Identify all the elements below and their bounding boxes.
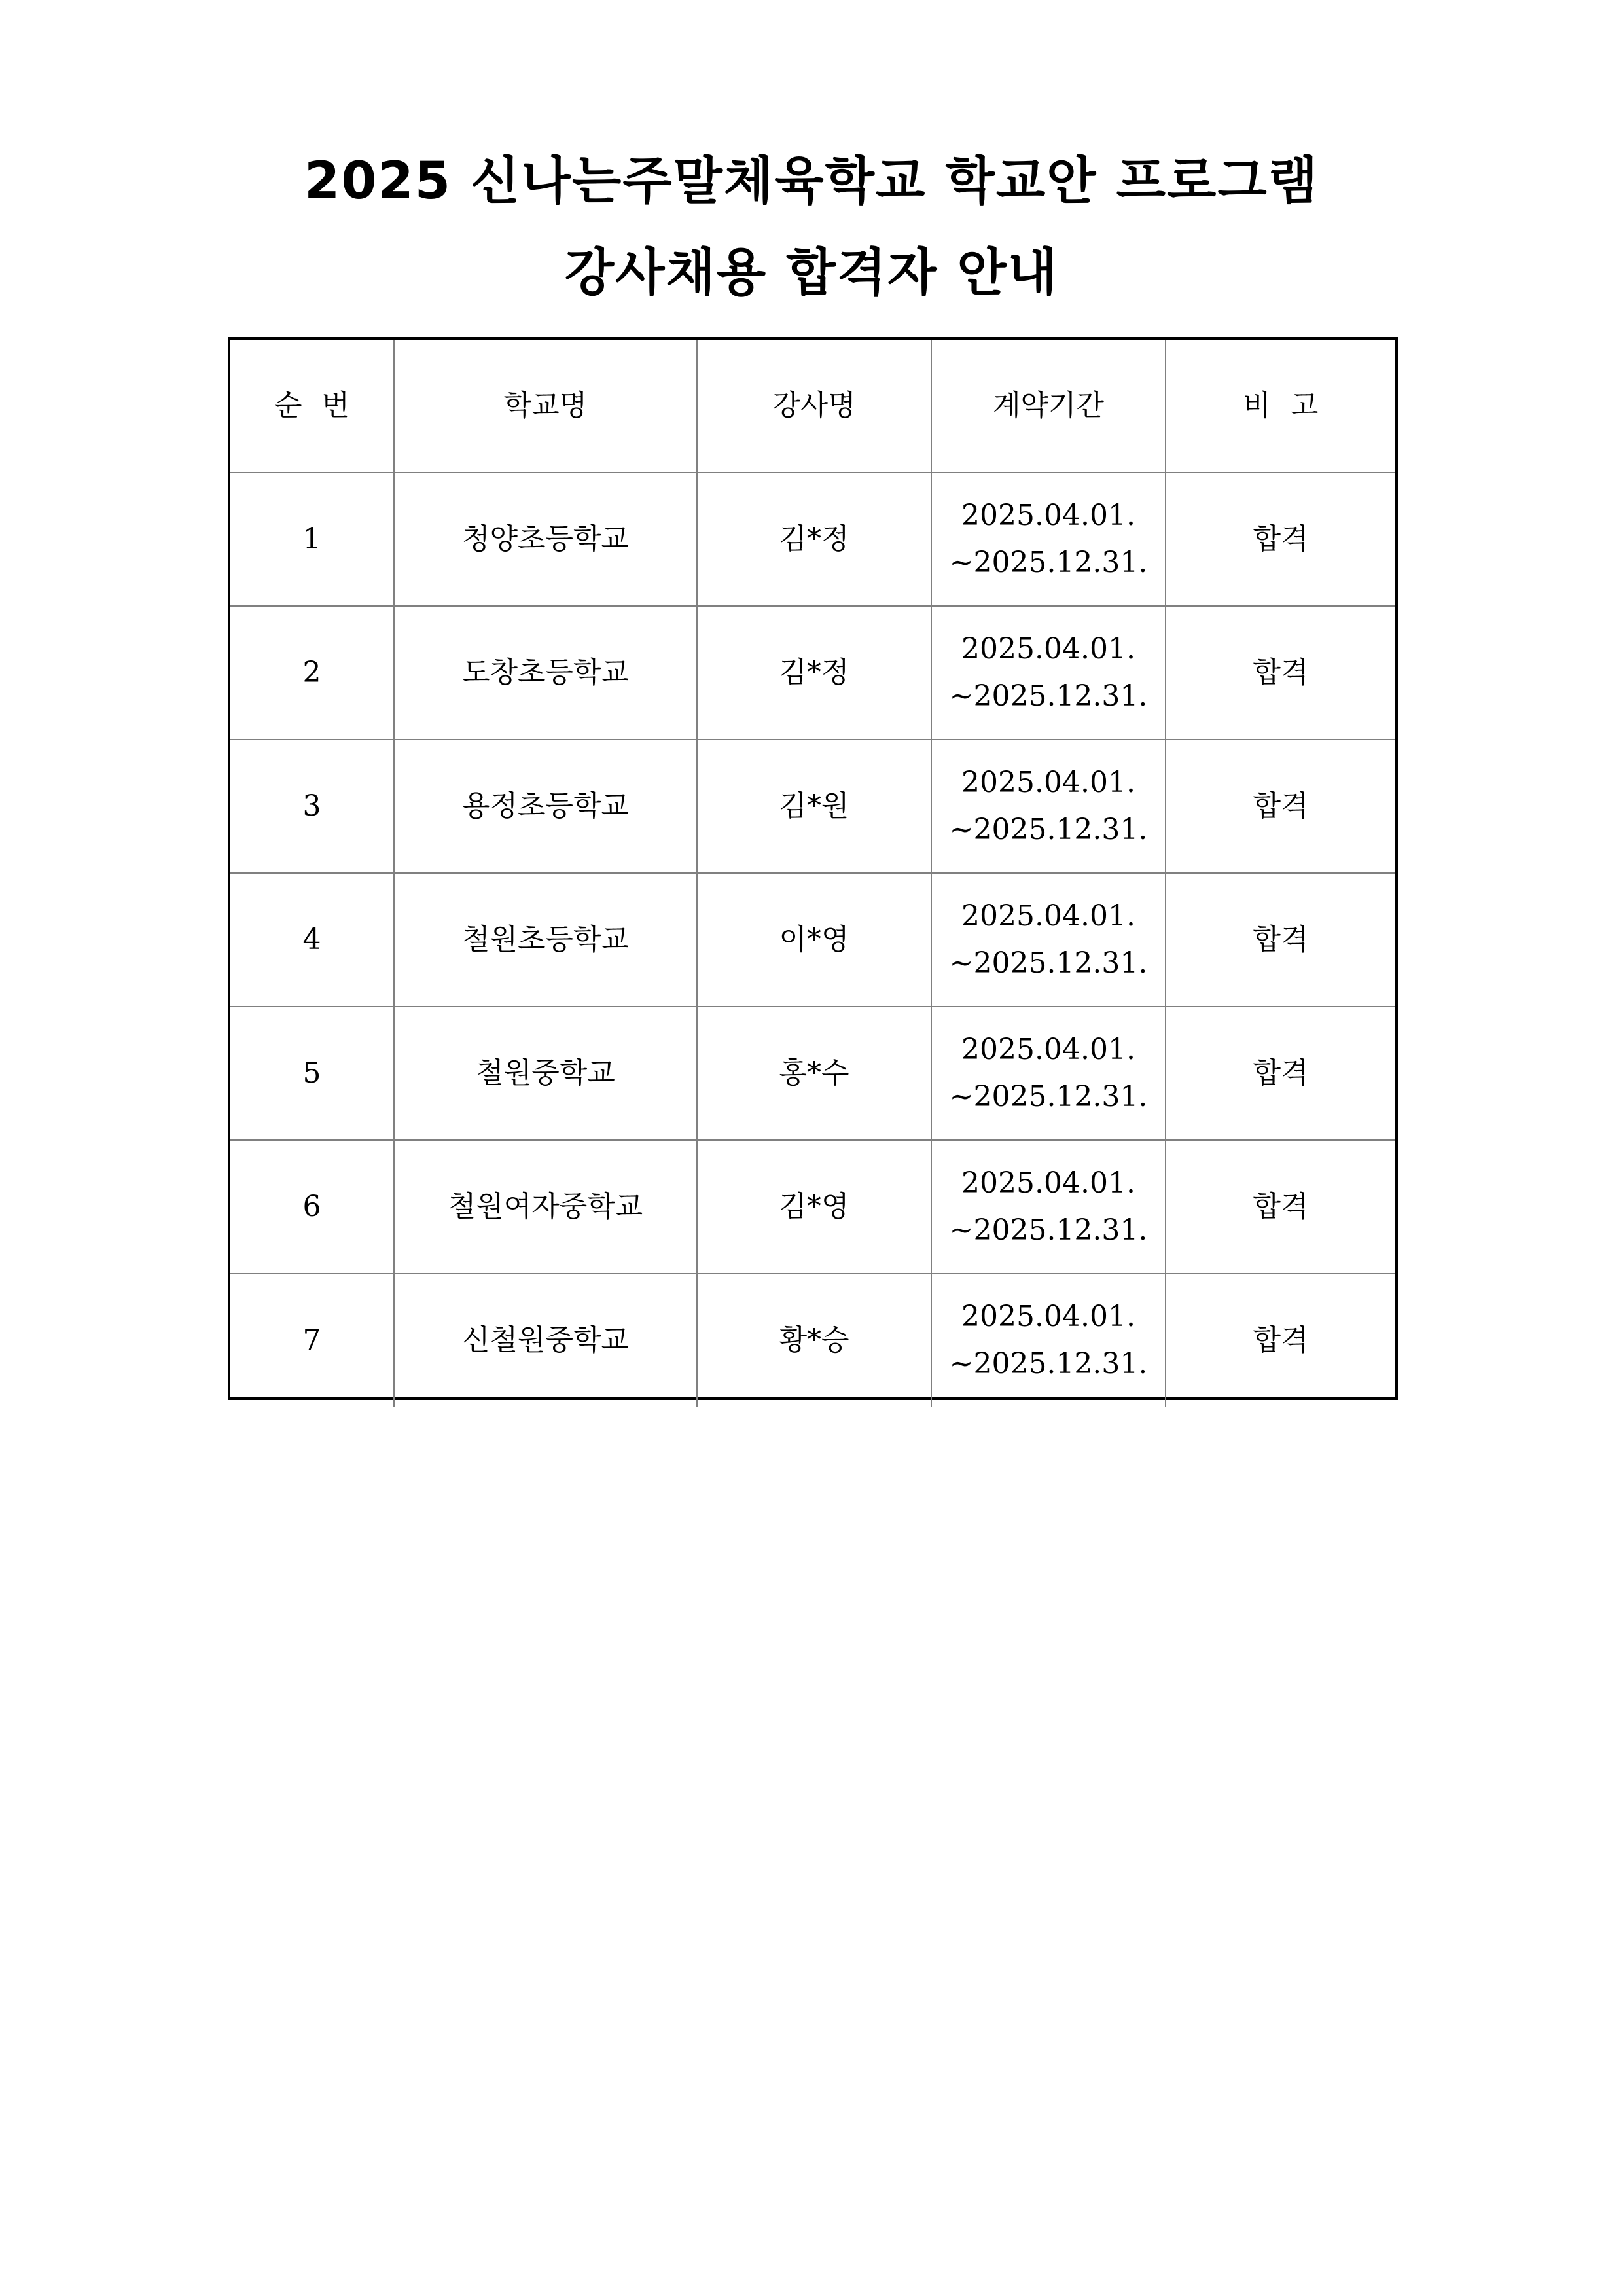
table-row bbox=[230, 1140, 1395, 1274]
cell-no: 1 bbox=[230, 473, 394, 606]
header-school: 학교명 bbox=[394, 340, 697, 473]
cell-note: 합격 bbox=[1166, 1007, 1395, 1140]
cell-period bbox=[931, 1007, 1166, 1140]
cell-note: 합격 bbox=[1166, 473, 1395, 606]
cell-period bbox=[931, 606, 1166, 740]
results-table bbox=[230, 340, 1395, 1407]
period-end: ~2025.12.31. bbox=[949, 813, 1148, 846]
cell-note: 합격 bbox=[1166, 740, 1395, 873]
table-row bbox=[230, 1274, 1395, 1407]
cell-instructor: 김*정 bbox=[697, 606, 931, 740]
cell-school: 신철원중학교 bbox=[394, 1274, 697, 1407]
cell-school: 청양초등학교 bbox=[394, 473, 697, 606]
cell-instructor: 김*원 bbox=[697, 740, 931, 873]
header-note: 비고 bbox=[1166, 340, 1395, 473]
cell-instructor: 홍*수 bbox=[697, 1007, 931, 1140]
cell-period bbox=[931, 473, 1166, 606]
period-start: 2025.04.01. bbox=[961, 1300, 1135, 1333]
period-start: 2025.04.01. bbox=[961, 1166, 1135, 1200]
period-start: 2025.04.01. bbox=[961, 899, 1135, 933]
cell-school: 철원중학교 bbox=[394, 1007, 697, 1140]
period-end: ~2025.12.31. bbox=[949, 679, 1148, 713]
cell-instructor: 이*영 bbox=[697, 873, 931, 1007]
cell-period bbox=[931, 1274, 1166, 1407]
cell-school: 철원초등학교 bbox=[394, 873, 697, 1007]
cell-no: 4 bbox=[230, 873, 394, 1007]
table-header-row bbox=[230, 340, 1395, 473]
cell-period bbox=[931, 1140, 1166, 1274]
period-end: ~2025.12.31. bbox=[949, 946, 1148, 980]
header-period: 계약기간 bbox=[931, 340, 1166, 473]
cell-school: 도창초등학교 bbox=[394, 606, 697, 740]
cell-no: 5 bbox=[230, 1007, 394, 1140]
period-end: ~2025.12.31. bbox=[949, 1080, 1148, 1113]
results-table-container bbox=[228, 337, 1398, 1400]
cell-instructor: 황*승 bbox=[697, 1274, 931, 1407]
cell-period bbox=[931, 740, 1166, 873]
cell-no: 6 bbox=[230, 1140, 394, 1274]
period-start: 2025.04.01. bbox=[961, 1033, 1135, 1066]
period-end: ~2025.12.31. bbox=[949, 546, 1148, 579]
document-title-line2: 강사채용 합격자 안내 bbox=[564, 243, 1059, 302]
document-title-line1: 2025 신나는주말체육학교 학교안 프로그램 bbox=[304, 152, 1319, 211]
period-end: ~2025.12.31. bbox=[949, 1347, 1148, 1380]
table-row bbox=[230, 873, 1395, 1007]
cell-note: 합격 bbox=[1166, 1140, 1395, 1274]
table-row bbox=[230, 473, 1395, 606]
cell-no: 7 bbox=[230, 1274, 394, 1407]
cell-note: 합격 bbox=[1166, 606, 1395, 740]
cell-school: 철원여자중학교 bbox=[394, 1140, 697, 1274]
table-row bbox=[230, 740, 1395, 873]
cell-school: 용정초등학교 bbox=[394, 740, 697, 873]
header-instructor: 강사명 bbox=[697, 340, 931, 473]
period-end: ~2025.12.31. bbox=[949, 1213, 1148, 1247]
cell-instructor: 김*정 bbox=[697, 473, 931, 606]
cell-no: 2 bbox=[230, 606, 394, 740]
period-start: 2025.04.01. bbox=[961, 766, 1135, 799]
cell-note: 합격 bbox=[1166, 1274, 1395, 1407]
table-row bbox=[230, 1007, 1395, 1140]
header-no: 순번 bbox=[230, 340, 394, 473]
cell-period bbox=[931, 873, 1166, 1007]
period-start: 2025.04.01. bbox=[961, 632, 1135, 666]
period-start: 2025.04.01. bbox=[961, 499, 1135, 532]
table-row bbox=[230, 606, 1395, 740]
cell-instructor: 김*영 bbox=[697, 1140, 931, 1274]
cell-note: 합격 bbox=[1166, 873, 1395, 1007]
cell-no: 3 bbox=[230, 740, 394, 873]
